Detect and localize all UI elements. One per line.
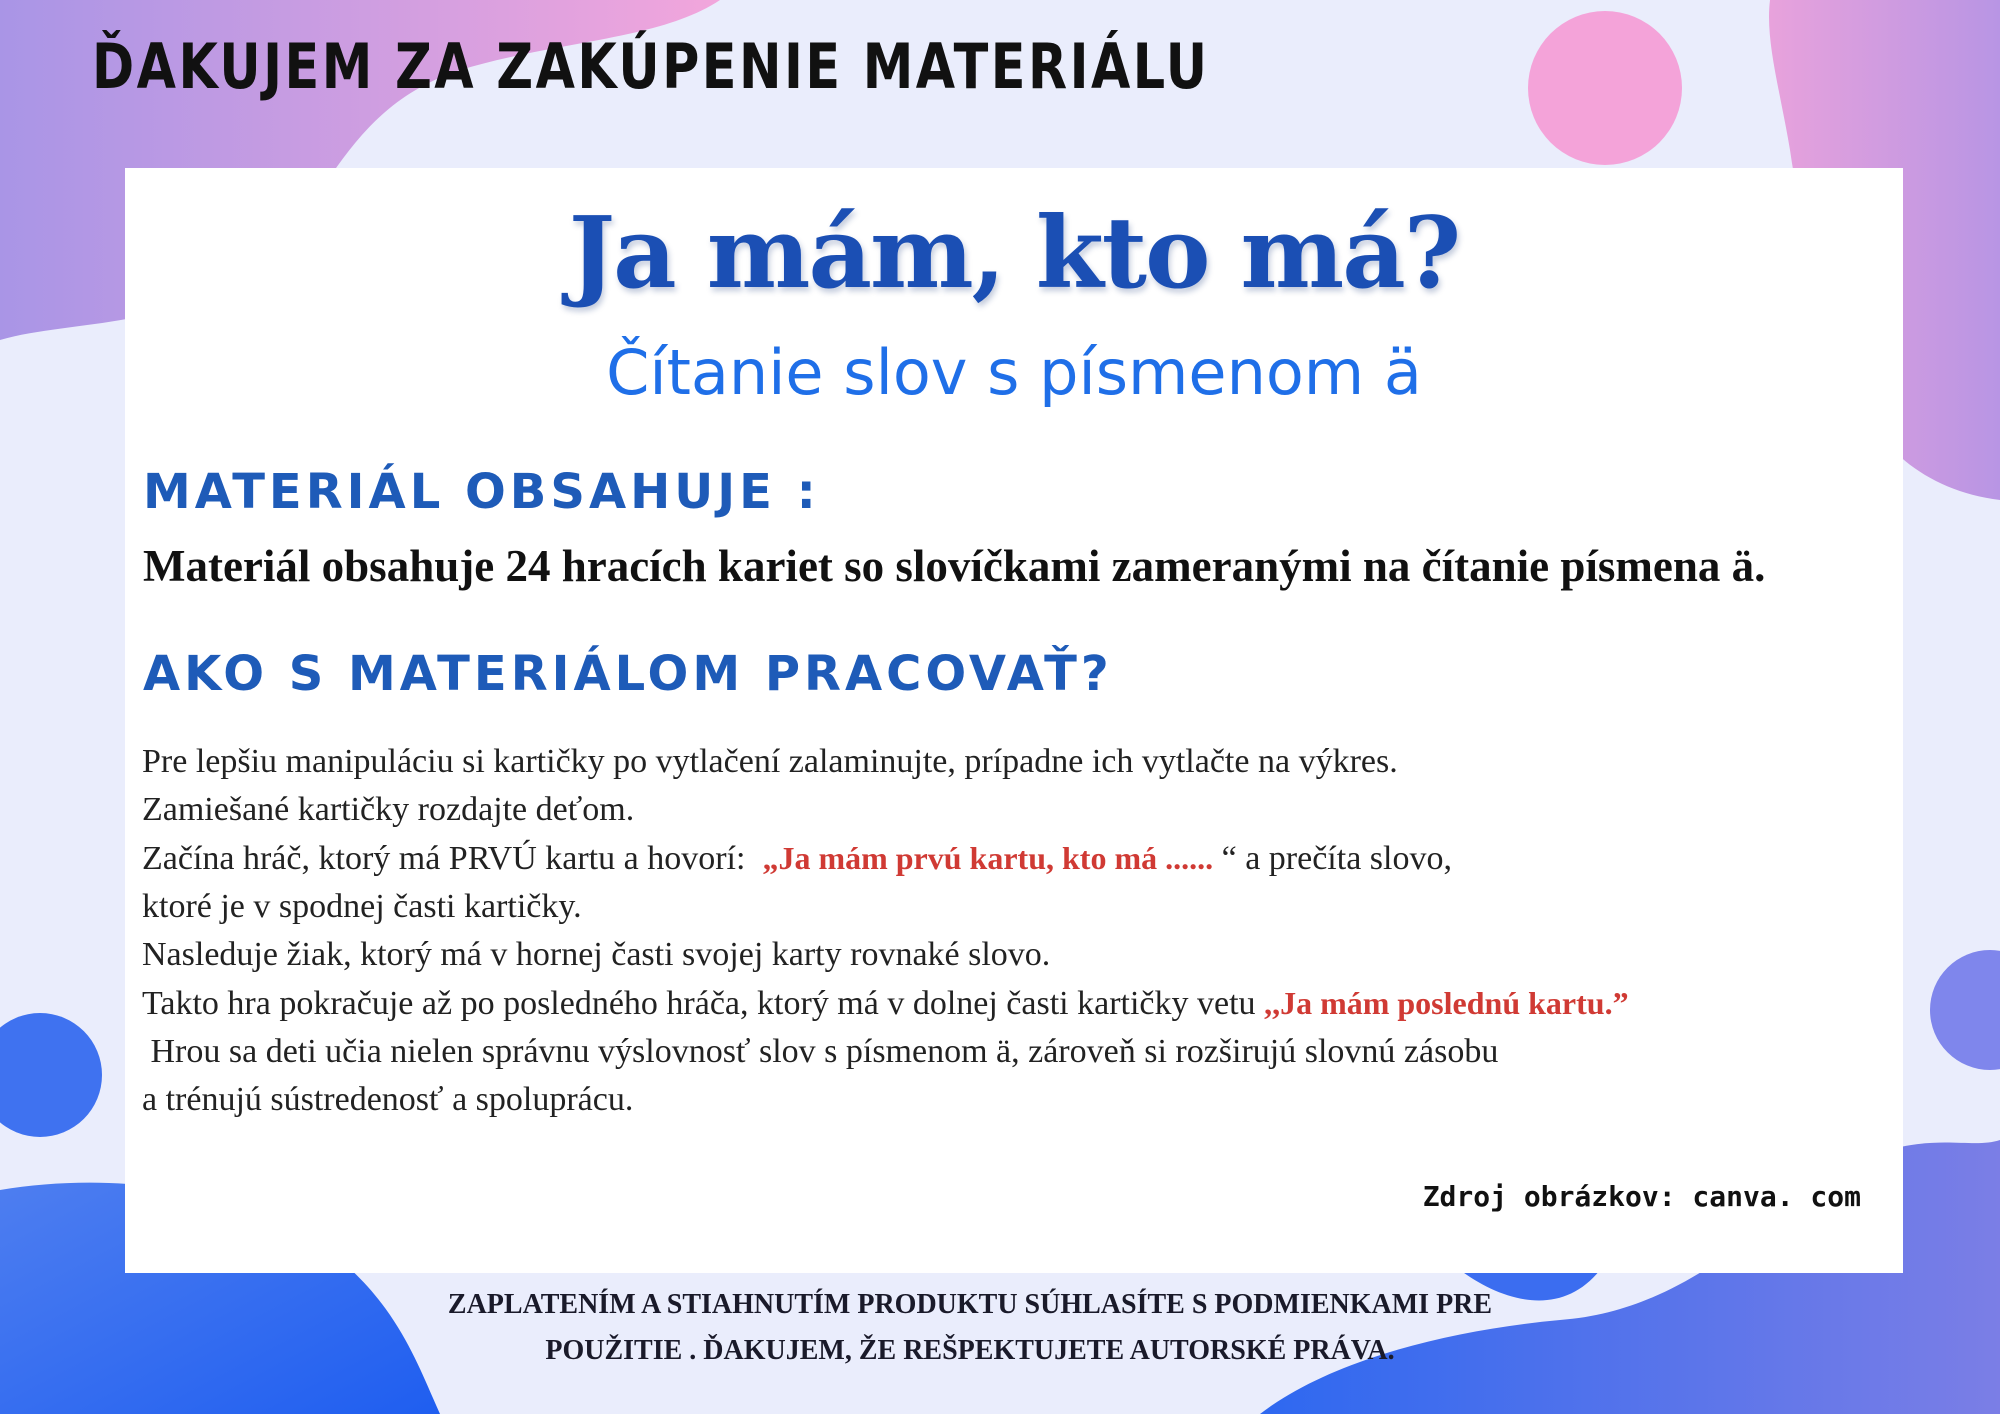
instruction-line: Hrou sa deti učia nielen správnu výslovnosť slov s písmenom ä, zároveň si rozširujú slovnú zásobu — [142, 1033, 1499, 1070]
instruction-line — [142, 834, 1882, 883]
instruction-line: a trénujú sústredenosť a spoluprácu. — [142, 1081, 634, 1118]
instruction-text: Začína hráč, ktorý má PRVÚ kartu a hovorí: — [142, 840, 763, 877]
quote-first-card: „Ja mám prvú kartu, kto má ...... — [762, 840, 1214, 876]
instructions-text — [142, 738, 1882, 1124]
blob-pink-circle — [1528, 11, 1682, 165]
blob-left-circle — [0, 1013, 102, 1137]
image-source-credit: Zdroj obrázkov: canva. com — [1422, 1180, 1861, 1213]
instruction-text: “ a prečíta slovo, — [1213, 840, 1452, 877]
page-subtitle: Čítanie slov s písmenom ä — [606, 336, 1422, 409]
instruction-line: Pre lepšiu manipuláciu si kartičky po vytlačení zalaminujte, prípadne ich vytlačte na výkres. — [142, 743, 1398, 780]
instruction-line: ktoré je v spodnej časti kartičky. — [142, 888, 582, 925]
terms-line: POUŽITIE . ĎAKUJEM, ŽE REŠPEKTUJETE AUTORSKÉ PRÁVA. — [545, 1335, 1395, 1366]
section-heading-instructions: AKO S MATERIÁLOM PRACOVAŤ? — [143, 646, 1113, 702]
instruction-text: Takto hra pokračuje až po posledného hráča, ktorý má v dolnej časti kartičky vetu — [142, 985, 1265, 1022]
instruction-line: Zamiešané kartičky rozdajte deťom. — [142, 791, 635, 828]
instruction-line — [142, 979, 1882, 1028]
thank-you-banner: ĎAKUJEM ZA ZAKÚPENIE MATERIÁLU — [92, 30, 1210, 103]
quote-last-card: ,,Ja mám poslednú kartu.” — [1264, 985, 1629, 1021]
terms-notice — [0, 1282, 1940, 1374]
section-heading-contents: MATERIÁL OBSAHUJE : — [143, 464, 820, 520]
instruction-line: Nasleduje žiak, ktorý má v hornej časti svojej karty rovnaké slovo. — [142, 936, 1051, 973]
content-card — [125, 168, 1903, 1273]
terms-line: ZAPLATENÍM A STIAHNUTÍM PRODUKTU SÚHLASÍTE S PODMIENKAMI PRE — [447, 1289, 1493, 1320]
contents-description: Materiál obsahuje 24 hracích kariet so slovíčkami zameranými na čítanie písmena ä. — [143, 541, 1766, 591]
page-title: Ja mám, kto má? — [568, 196, 1460, 311]
blob-right-circle — [1930, 950, 2000, 1070]
